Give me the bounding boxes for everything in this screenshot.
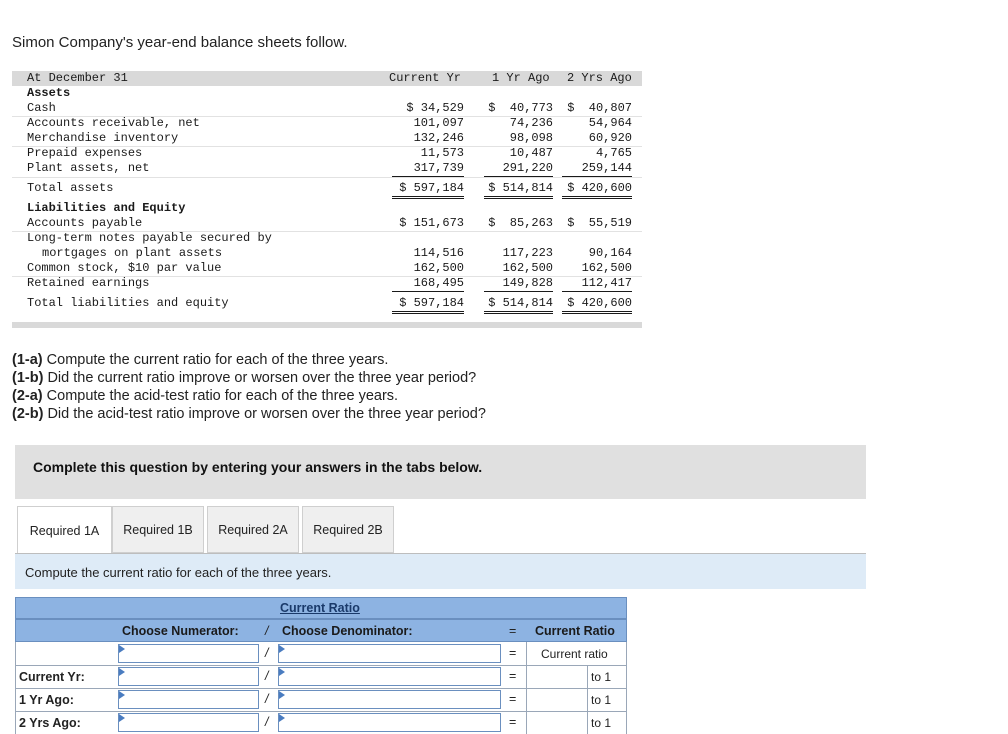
row-label-1-yr-ago: 1 Yr Ago: — [19, 693, 74, 707]
row-label: mortgages on plant assets — [42, 246, 223, 260]
header-label: At December 31 — [27, 71, 128, 85]
current-ratio-table — [15, 597, 627, 734]
row-label-2-yrs-ago: 2 Yrs Ago: — [19, 716, 81, 730]
balance-sheet — [12, 71, 642, 328]
value-current-yr: 114,516 — [413, 246, 464, 260]
row-prepaid-expenses — [12, 146, 642, 161]
row-label: Common stock, $10 par value — [27, 261, 222, 275]
denominator-label-input[interactable] — [278, 644, 501, 663]
table-title: Current Ratio — [280, 601, 360, 615]
value-current-yr: 162,500 — [413, 261, 464, 275]
row-accounts-payable — [12, 216, 642, 231]
row-retained-earnings — [12, 276, 642, 291]
value-current-yr: 101,097 — [413, 116, 464, 130]
value-current-yr: 317,739 — [392, 161, 464, 177]
suffix-current-yr: to 1 — [591, 670, 612, 684]
value-2-yrs-ago: 60,920 — [588, 131, 632, 145]
row-label: Total assets — [27, 181, 114, 195]
value-current-yr: $ 151,673 — [399, 216, 464, 230]
tab-required-1a[interactable]: Required 1A — [17, 506, 112, 554]
equals-sign: = — [509, 646, 517, 660]
value-1-yr-ago: 291,220 — [484, 161, 553, 177]
row-cash — [12, 101, 642, 116]
dropdown-marker-icon — [119, 668, 125, 676]
row-label: Merchandise inventory — [27, 131, 179, 145]
instructions-box — [15, 445, 866, 499]
equals-sign: = — [509, 692, 517, 706]
value-1-yr-ago: 98,098 — [509, 131, 553, 145]
value-1-yr-ago: $ 514,814 — [484, 181, 553, 199]
value-2-yrs-ago: $ 55,519 — [567, 216, 632, 230]
value-current-yr: 11,573 — [420, 146, 464, 160]
equals-sign: = — [509, 669, 517, 683]
tab-required-1b[interactable]: Required 1B — [112, 506, 204, 553]
value-1-yr-ago: 149,828 — [484, 276, 553, 292]
dropdown-marker-icon — [279, 714, 285, 722]
row-label: Total liabilities and equity — [27, 296, 229, 310]
row-plant-assets — [12, 161, 642, 176]
tab-required-2b[interactable]: Required 2B — [302, 506, 394, 553]
instructions-text: Complete this question by entering your answers in the tabs below. — [33, 459, 483, 475]
intro-text: Simon Company's year-end balance sheets follow. — [12, 34, 348, 51]
question-2a: (2-a) Compute the acid-test ratio for each of the three years. — [12, 388, 399, 404]
suffix-2-yrs-ago: to 1 — [591, 716, 612, 730]
question-2b: (2-b) Did the acid-test ratio improve or worsen over the three year period? — [12, 406, 486, 422]
question-1a: (1-a) Compute the current ratio for each of the three years. — [12, 352, 389, 368]
row-total-liabilities-equity — [12, 296, 642, 311]
dropdown-marker-icon — [279, 645, 285, 653]
value-current-yr: 168,495 — [392, 276, 464, 292]
balance-sheet-footer-bar — [12, 322, 642, 328]
value-1-yr-ago: $ 40,773 — [488, 101, 553, 115]
denominator-input-current-yr[interactable] — [278, 667, 501, 686]
header-1-yr-ago: 1 Yr Ago — [492, 71, 550, 85]
dropdown-marker-icon — [279, 691, 285, 699]
question-list — [12, 351, 486, 423]
tab-required-2a[interactable]: Required 2A — [207, 506, 299, 553]
suffix-1-yr-ago: to 1 — [591, 693, 612, 707]
numerator-header: Choose Numerator: — [122, 624, 239, 638]
row-label: Accounts receivable, net — [27, 116, 200, 130]
value-current-yr: $ 597,184 — [392, 296, 464, 314]
row-label: Accounts payable — [27, 216, 143, 230]
value-2-yrs-ago: 162,500 — [581, 261, 632, 275]
row-label-current-yr: Current Yr: — [19, 670, 85, 684]
slash: / — [265, 669, 269, 683]
row-label: Cash — [27, 101, 56, 115]
dropdown-marker-icon — [119, 691, 125, 699]
value-2-yrs-ago: $ 40,807 — [567, 101, 632, 115]
liabilities-heading: Liabilities and Equity — [27, 201, 186, 215]
numerator-label-input[interactable] — [118, 644, 259, 663]
denominator-input-2-yrs-ago[interactable] — [278, 713, 501, 732]
value-2-yrs-ago: 54,964 — [588, 116, 632, 130]
result-header: Current Ratio — [535, 624, 615, 638]
value-2-yrs-ago: 259,144 — [562, 161, 632, 177]
equals-sign: = — [509, 715, 517, 729]
value-1-yr-ago: $ 85,263 — [488, 216, 553, 230]
row-merchandise-inventory — [12, 131, 642, 146]
dropdown-marker-icon — [119, 645, 125, 653]
value-current-yr: 132,246 — [413, 131, 464, 145]
header-2-yrs-ago: 2 Yrs Ago — [567, 71, 632, 85]
slash-header: / — [265, 624, 269, 638]
row-long-term-notes — [12, 246, 642, 261]
row-accounts-receivable — [12, 116, 642, 131]
value-current-yr: $ 34,529 — [406, 101, 464, 115]
row-label: Plant assets, net — [27, 161, 150, 175]
value-1-yr-ago: 162,500 — [502, 261, 553, 275]
slash: / — [265, 646, 269, 660]
equals-header: = — [509, 624, 517, 638]
denominator-input-1-yr-ago[interactable] — [278, 690, 501, 709]
result-sub-label: Current ratio — [541, 647, 608, 661]
dropdown-marker-icon — [279, 668, 285, 676]
value-1-yr-ago: $ 514,814 — [484, 296, 553, 314]
prompt-bar — [15, 554, 866, 589]
slash: / — [265, 715, 269, 729]
denominator-header: Choose Denominator: — [282, 624, 413, 638]
row-total-assets — [12, 181, 642, 196]
value-2-yrs-ago: 112,417 — [562, 276, 632, 292]
numerator-input-2-yrs-ago[interactable] — [118, 713, 259, 732]
assets-heading: Assets — [27, 86, 71, 100]
slash: / — [265, 692, 269, 706]
prompt-text: Compute the current ratio for each of the three years. — [25, 565, 332, 580]
header-current-yr: Current Yr — [389, 71, 462, 85]
value-1-yr-ago: 10,487 — [509, 146, 553, 160]
value-1-yr-ago: 74,236 — [509, 116, 553, 130]
numerator-input-current-yr[interactable] — [118, 667, 259, 686]
row-common-stock — [12, 261, 642, 276]
numerator-input-1-yr-ago[interactable] — [118, 690, 259, 709]
long-term-notes-label-line1: Long-term notes payable secured by — [27, 231, 272, 245]
value-2-yrs-ago: $ 420,600 — [562, 296, 632, 314]
row-label: Retained earnings — [27, 276, 150, 290]
value-2-yrs-ago: $ 420,600 — [562, 181, 632, 199]
value-2-yrs-ago: 90,164 — [588, 246, 632, 260]
question-1b: (1-b) Did the current ratio improve or worsen over the three year period? — [12, 370, 477, 386]
dropdown-marker-icon — [119, 714, 125, 722]
row-label: Prepaid expenses — [27, 146, 143, 160]
value-current-yr: $ 597,184 — [392, 181, 464, 199]
value-2-yrs-ago: 4,765 — [595, 146, 632, 160]
value-1-yr-ago: 117,223 — [502, 246, 553, 260]
